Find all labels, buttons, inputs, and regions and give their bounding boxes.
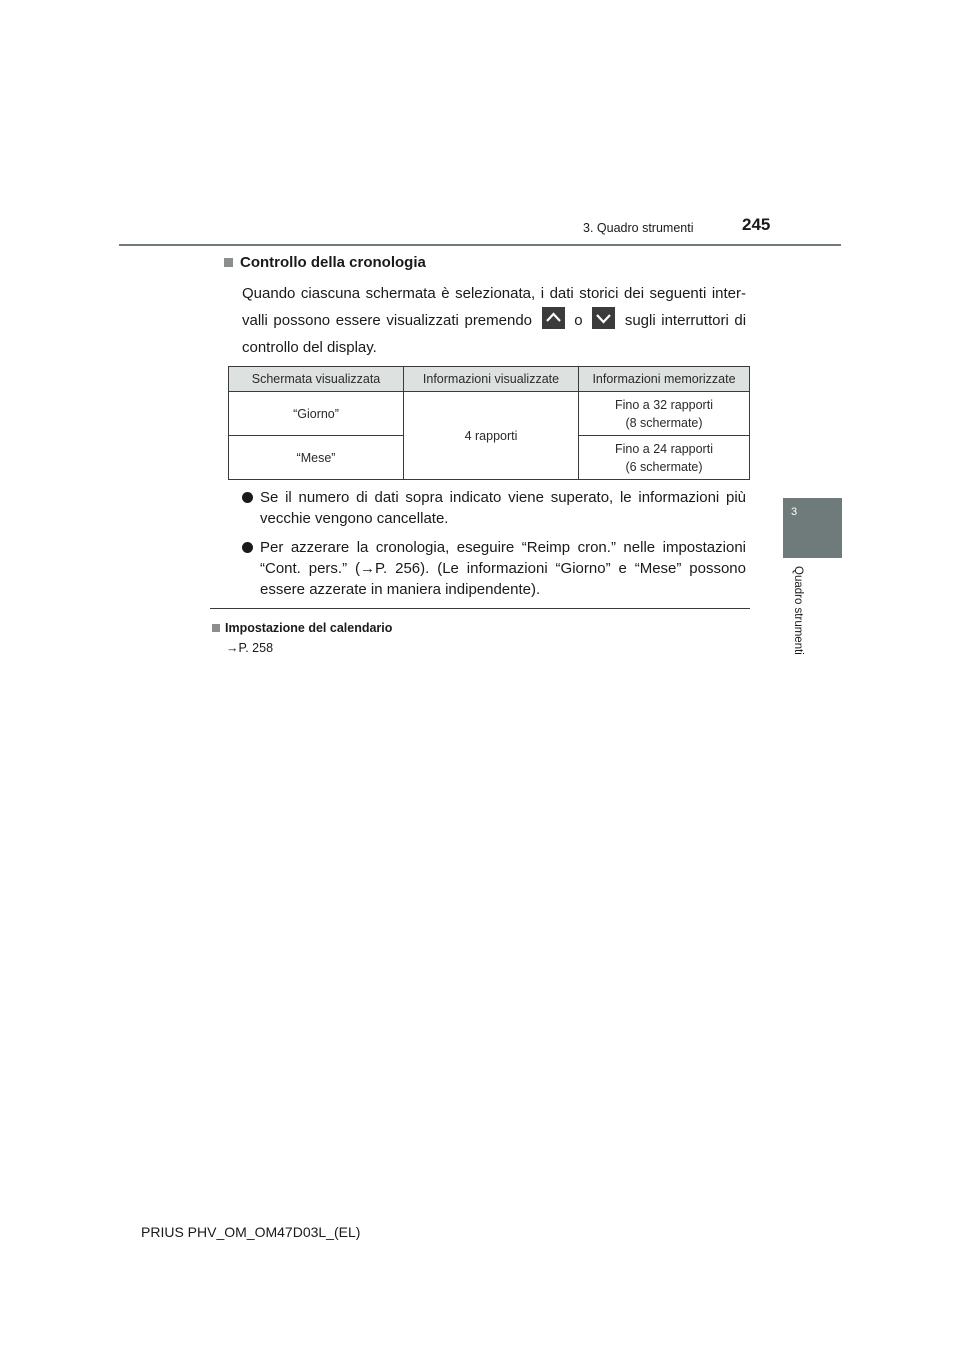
table-header: Schermata visualizzata xyxy=(229,367,404,392)
chapter-label: Quadro strumenti xyxy=(792,566,804,655)
square-bullet-icon xyxy=(224,258,233,267)
table-row xyxy=(229,392,750,436)
table-header-row xyxy=(229,367,750,392)
section-divider xyxy=(210,608,750,609)
table-cell-screen: “Mese” xyxy=(229,436,404,480)
intro-text-part1: Quando ciascuna schermata è selezionata, i dati storici dei seguenti inter-valli possono essere visualizzati premendo xyxy=(242,285,746,329)
table-cell-stored xyxy=(579,436,750,480)
table-cell-shown: 4 rapporti xyxy=(404,392,579,480)
list-item xyxy=(242,487,746,529)
bullet-dot-icon xyxy=(242,492,253,503)
chapter-number: 3 xyxy=(791,506,798,518)
chevron-down-icon xyxy=(592,307,615,329)
intro-paragraph xyxy=(242,280,746,361)
page-number: 245 xyxy=(742,215,771,234)
table-cell-screen: “Giorno” xyxy=(229,392,404,436)
square-bullet-icon xyxy=(212,624,220,632)
bullet-list xyxy=(242,487,746,608)
history-table xyxy=(228,366,750,480)
intro-text-part2: sugli interruttori di controllo del display. xyxy=(242,312,747,356)
section-title-text: Controllo della cronologia xyxy=(240,254,426,271)
bullet-text: Se il numero di dati sopra indicato viene superato, le informazioni più vecchie vengono cancellate. xyxy=(260,489,746,527)
list-item xyxy=(242,537,746,600)
header-section-title: 3. Quadro strumenti xyxy=(583,221,694,235)
note-reference: →P. 258 xyxy=(226,641,274,655)
table-header: Informazioni visualizzate xyxy=(404,367,579,392)
stored-line-2: (8 schermate) xyxy=(625,415,703,430)
stored-line-2: (6 schermate) xyxy=(625,459,703,474)
section-title xyxy=(224,254,426,271)
chapter-tab xyxy=(783,498,842,558)
bullet-dot-icon xyxy=(242,542,253,553)
chevron-up-icon xyxy=(542,307,565,329)
stored-line-1: Fino a 24 rapporti xyxy=(615,441,713,456)
footer-doc-code: PRIUS PHV_OM_OM47D03L_(EL) xyxy=(141,1224,361,1240)
header-divider xyxy=(119,244,841,246)
intro-or: o xyxy=(574,312,583,329)
table-header: Informazioni memorizzate xyxy=(579,367,750,392)
bullet-text: Per azzerare la cronologia, eseguire “Reimp cron.” nelle impostazioni “Cont. pers.” (→P. 256). (Le informazioni “Giorno” e “Mese” possono essere azzerate in maniera indipendente). xyxy=(260,539,746,598)
stored-line-1: Fino a 32 rapporti xyxy=(615,397,713,412)
note-title xyxy=(212,621,392,635)
table-cell-stored xyxy=(579,392,750,436)
note-title-text: Impostazione del calendario xyxy=(225,621,393,635)
